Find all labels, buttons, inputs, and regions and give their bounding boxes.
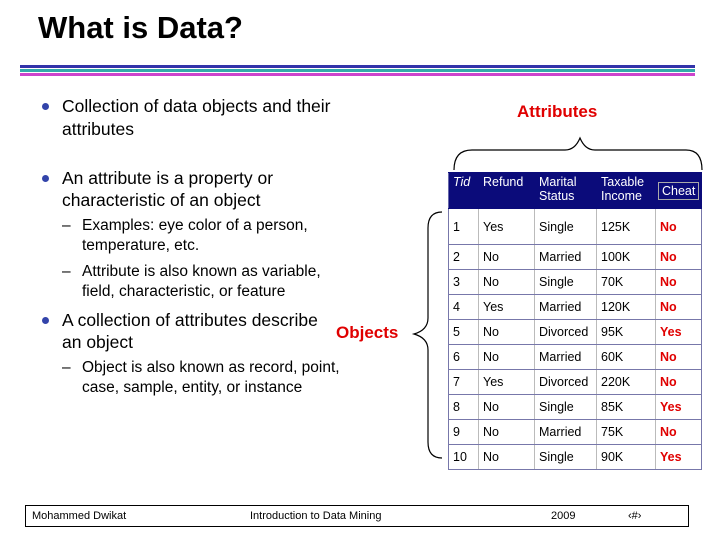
bullet-text: An attribute is a property or characteristic of an object — [62, 167, 274, 211]
table-cell: 100K — [597, 245, 656, 270]
table-cell: 2 — [449, 245, 479, 270]
sub-bullet-item: – Object is also known as record, point, case, sample, entity, or instance — [62, 358, 342, 398]
table-cell: No — [479, 395, 535, 420]
table-cell: No — [479, 420, 535, 445]
table-cell: 4 — [449, 295, 479, 320]
table-cell: 70K — [597, 270, 656, 295]
column-header-taxable-income: Taxable Income — [597, 173, 656, 209]
table-row — [449, 445, 702, 470]
table-cell-class: No — [656, 295, 702, 320]
table-cell: Yes — [479, 209, 535, 245]
attributes-brace-icon — [454, 138, 702, 170]
table-cell: 3 — [449, 270, 479, 295]
table-cell-class: No — [656, 370, 702, 395]
table-cell: 1 — [449, 209, 479, 245]
bullet-text: A collection of attributes describe an object — [62, 309, 318, 353]
table-cell: 8 — [449, 395, 479, 420]
table-cell: No — [479, 345, 535, 370]
table-cell-class: No — [656, 209, 702, 245]
table-cell-class: No — [656, 245, 702, 270]
table-cell: 95K — [597, 320, 656, 345]
slide-title: What is Data? — [38, 10, 243, 45]
table-cell: No — [479, 245, 535, 270]
table-cell: Yes — [479, 370, 535, 395]
table-cell-class: Yes — [656, 395, 702, 420]
sub-bullet-item: – Attribute is also known as variable, field, characteristic, or feature — [62, 262, 342, 302]
table-row — [449, 295, 702, 320]
table-row — [449, 245, 702, 270]
table-cell: No — [479, 445, 535, 470]
table-header-row — [449, 173, 702, 209]
sub-bullet-item: – Examples: eye color of a person, temperature, etc. — [62, 216, 342, 256]
table-row — [449, 395, 702, 420]
table-cell: 90K — [597, 445, 656, 470]
table-cell: 125K — [597, 209, 656, 245]
table-cell-class: Yes — [656, 320, 702, 345]
bullet-item: Collection of data objects and their attributes — [42, 95, 342, 141]
table-cell: 9 — [449, 420, 479, 445]
table-cell: Married — [535, 245, 597, 270]
column-header-marital-status: Marital Status — [535, 173, 597, 209]
footer-page-number: ‹#› — [628, 510, 642, 522]
table-cell: Single — [535, 445, 597, 470]
table-row — [449, 370, 702, 395]
table-cell: Married — [535, 345, 597, 370]
table-cell: Married — [535, 295, 597, 320]
column-header-cheat — [656, 173, 702, 209]
table-cell: Single — [535, 209, 597, 245]
table-cell-class: No — [656, 270, 702, 295]
table-cell: Single — [535, 395, 597, 420]
table-cell: 120K — [597, 295, 656, 320]
table-cell-class: No — [656, 345, 702, 370]
table-row — [449, 270, 702, 295]
footer-course: Introduction to Data Mining — [250, 510, 382, 522]
table-cell-class: Yes — [656, 445, 702, 470]
table-cell: 85K — [597, 395, 656, 420]
slide-footer — [25, 505, 689, 527]
table-cell: 6 — [449, 345, 479, 370]
table-cell: 75K — [597, 420, 656, 445]
objects-brace-icon — [414, 212, 442, 458]
footer-year: 2009 — [551, 510, 576, 522]
column-header-tid: Tid — [449, 173, 479, 209]
table-cell: No — [479, 270, 535, 295]
footer-author: Mohammed Dwikat — [32, 510, 127, 522]
table-cell: Single — [535, 270, 597, 295]
attributes-label: Attributes — [517, 102, 598, 121]
table-cell: No — [479, 320, 535, 345]
table-cell: 60K — [597, 345, 656, 370]
objects-label: Objects — [336, 323, 399, 342]
table-row — [449, 345, 702, 370]
table-cell: 220K — [597, 370, 656, 395]
table-cell: Married — [535, 420, 597, 445]
cheat-header-label: Cheat — [658, 182, 699, 200]
table-cell: Yes — [479, 295, 535, 320]
table-row — [449, 209, 702, 245]
table-cell: 10 — [449, 445, 479, 470]
table-row — [449, 320, 702, 345]
table-cell-class: No — [656, 420, 702, 445]
table-cell: 7 — [449, 370, 479, 395]
table-cell: Divorced — [535, 370, 597, 395]
table-cell: Divorced — [535, 320, 597, 345]
data-table — [448, 172, 702, 470]
table-cell: 5 — [449, 320, 479, 345]
column-header-refund: Refund — [479, 173, 535, 209]
table-row — [449, 420, 702, 445]
